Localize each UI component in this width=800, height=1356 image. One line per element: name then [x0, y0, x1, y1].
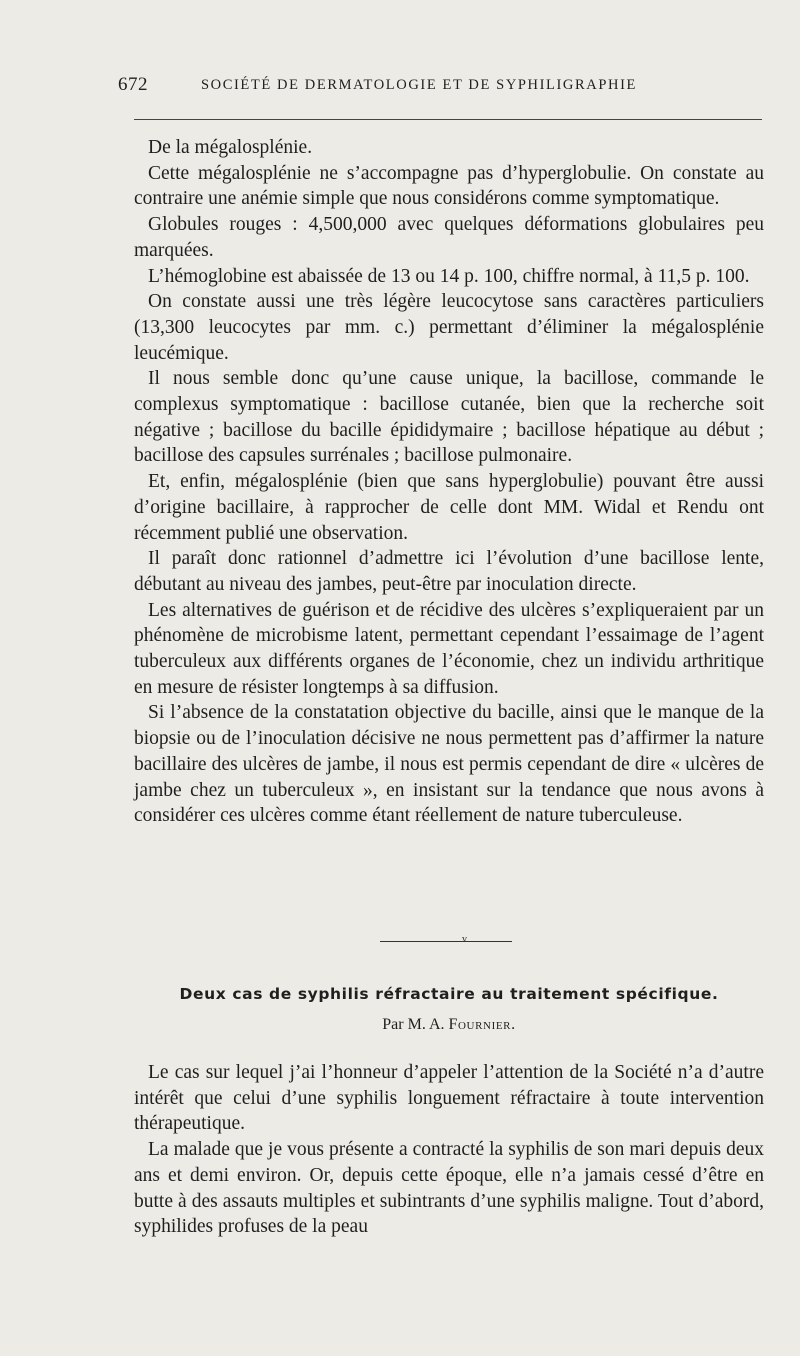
paragraph: De la mégalosplénie. — [148, 137, 313, 158]
journal-title: SOCIÉTÉ DE DERMATOLOGIE ET DE SYPHILIGRAPHIE — [201, 77, 637, 93]
paragraph: Il paraît donc rationnel d’admettre ici l’évolution d’une bacillose lente, débutant au niveau des jambes, peut-être par inoculation directe. — [134, 548, 764, 595]
case-discussion-text — [134, 135, 764, 829]
byline-author: Fournier. — [448, 1016, 516, 1033]
paragraph: Les alternatives de guérison et de récidive des ulcères s’expliqueraient par un phénomène de microbisme latent, permettant cependant l’essaimage de l’agent tuberculeux aux différents organes de l’économie, chez un individu arthritique en mesure de résister longtemps à sa diffusion. — [134, 599, 764, 698]
paragraph: Le cas sur lequel j’ai l’honneur d’appeler l’attention de la Société n’a d’autre intérêt que celui d’une syphilis longuement réfractaire à toute intervention thérapeutique. — [134, 1062, 764, 1135]
paragraph: Si l’absence de la constatation objective du bacille, ainsi que le manque de la biopsie ou de l’inoculation décisive ne nous permettent pas d’affirmer la nature bacillaire des ulcères de jambe, il nous est permis cependant de dire « ulcères de jambe chez un tuberculeux », en insistant sur la tendance que nous avons à considérer ces ulcères comme étant réellement de nature tuberculeuse. — [134, 702, 764, 827]
header-rule — [134, 119, 762, 120]
running-head — [118, 74, 763, 104]
article-byline — [134, 1016, 764, 1034]
paragraph: L’hémoglobine est abaissée de 13 ou 14 p. 100, chiffre normal, à 11,5 p. 100. — [148, 265, 750, 287]
paragraph: Il nous semble donc qu’une cause unique, la bacillose, commande le complexus symptomatique : bacillose cutanée, bien que la recherche soit négative ; bacillose du bacille épididymaire ; bacillose hépatique au début ; bacillose des capsules surrénales ; bacillose pulmonaire. — [134, 368, 764, 467]
paragraph: On constate aussi une très légère leucocytose sans caractères particuliers (13,300 leucocytes par mm. c.) permettant d’éliminer la mégalosplénie leucémique. — [134, 291, 764, 364]
byline-prefix: Par M. A. — [382, 1016, 445, 1033]
page-number: 672 — [118, 74, 148, 95]
paragraph: Globules rouges : 4,500,000 avec quelques déformations globulaires peu marquées. — [134, 214, 764, 261]
separator-mark: v — [462, 934, 467, 945]
section-separator-rule — [380, 941, 512, 942]
article-title: Deux cas de syphilis réfractaire au traitement spécifique. — [179, 985, 719, 1003]
paragraph: Cette mégalosplénie ne s’accompagne pas d’hyperglobulie. On constate au contraire une anémie simple que nous considérons comme symptomatique. — [134, 162, 764, 210]
paragraph: La malade que je vous présente a contracté la syphilis de son mari depuis deux ans et demi environ. Or, depuis cette époque, elle n’a jamais cessé d’être en butte à des assauts multiples et subintrants d’une syphilis maligne. Tout d’abord, syphilides profuses de la peau — [134, 1139, 764, 1238]
article-text — [134, 1060, 764, 1240]
paragraph: Et, enfin, mégalosplénie (bien que sans hyperglobulie) pouvant être aussi d’origine bacillaire, à rapprocher de celle dont MM. Widal et Rendu ont récemment publié une observation. — [134, 471, 764, 544]
